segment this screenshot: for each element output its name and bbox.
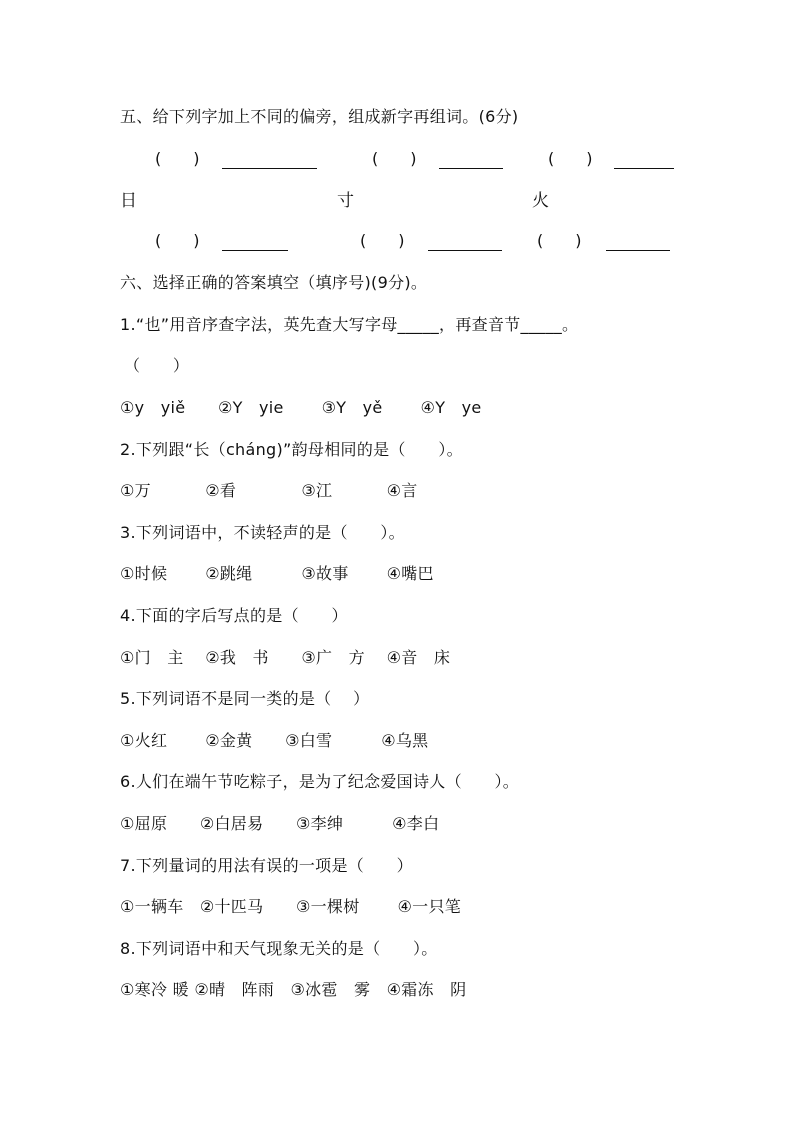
paren-blank[interactable]: ( ) — [537, 231, 582, 250]
base-char: 寸 — [337, 191, 354, 211]
answer-underline[interactable] — [428, 250, 502, 251]
blank-row-top — [0, 148, 794, 170]
question-4-options: ①门 主 ②我 书 ③广 方 ④音 床 — [120, 648, 451, 667]
question-5: 5.下列词语不是同一类的是（ ） — [120, 689, 370, 708]
paren-blank[interactable]: ( ) — [372, 149, 417, 168]
question-1-paren[interactable]: （ ） — [124, 356, 190, 375]
question-7: 7.下列量词的用法有误的一项是（ ） — [120, 856, 413, 875]
question-8-options: ①寒冷 暖 ②晴 阵雨 ③冰雹 雾 ④霜冻 阴 — [120, 980, 467, 999]
answer-underline[interactable] — [222, 250, 288, 251]
base-char: 日 — [120, 191, 137, 211]
question-7-options: ①一辆车 ②十匹马 ③一棵树 ④一只笔 — [120, 897, 462, 916]
question-3: 3.下列词语中，不读轻声的是（ ）。 — [120, 523, 405, 542]
paren-blank[interactable]: ( ) — [155, 149, 200, 168]
question-1-options: ①y yiě ②Y yie ③Y yě ④Y ye — [120, 398, 482, 417]
section6-heading: 六、选择正确的答案填空（填序号)(9分)。 — [120, 273, 428, 292]
question-6-options: ①屈原 ②白居易 ③李绅 ④李白 — [120, 814, 440, 833]
question-5-options: ①火红 ②金黄 ③白雪 ④乌黑 — [120, 731, 429, 750]
paren-blank[interactable]: ( ) — [155, 231, 200, 250]
answer-underline[interactable] — [222, 168, 317, 169]
paren-blank[interactable]: ( ) — [548, 149, 593, 168]
section5-heading: 五、给下列字加上不同的偏旁，组成新字再组词。(6分) — [120, 107, 519, 126]
question-3-options: ①时候 ②跳绳 ③故事 ④嘴巴 — [120, 564, 434, 583]
paren-blank[interactable]: ( ) — [360, 231, 405, 250]
answer-underline[interactable] — [614, 168, 674, 169]
question-2-options: ①万 ②看 ③江 ④言 — [120, 481, 418, 500]
question-4: 4.下面的字后写点的是（ ） — [120, 606, 348, 625]
blank-row-bottom — [0, 230, 794, 252]
question-8: 8.下列词语中和天气现象无关的是（ ）。 — [120, 939, 438, 958]
answer-underline[interactable] — [439, 168, 503, 169]
question-6: 6.人们在端午节吃粽子，是为了纪念爱国诗人（ ）。 — [120, 772, 520, 791]
answer-underline[interactable] — [606, 250, 670, 251]
question-1: 1.“也”用音序查字法，英先查大写字母_____，再查音节_____。 — [120, 315, 579, 334]
question-2: 2.下列跟“长（cháng)”韵母相同的是（ ）。 — [120, 440, 463, 459]
base-char: 火 — [532, 191, 549, 211]
